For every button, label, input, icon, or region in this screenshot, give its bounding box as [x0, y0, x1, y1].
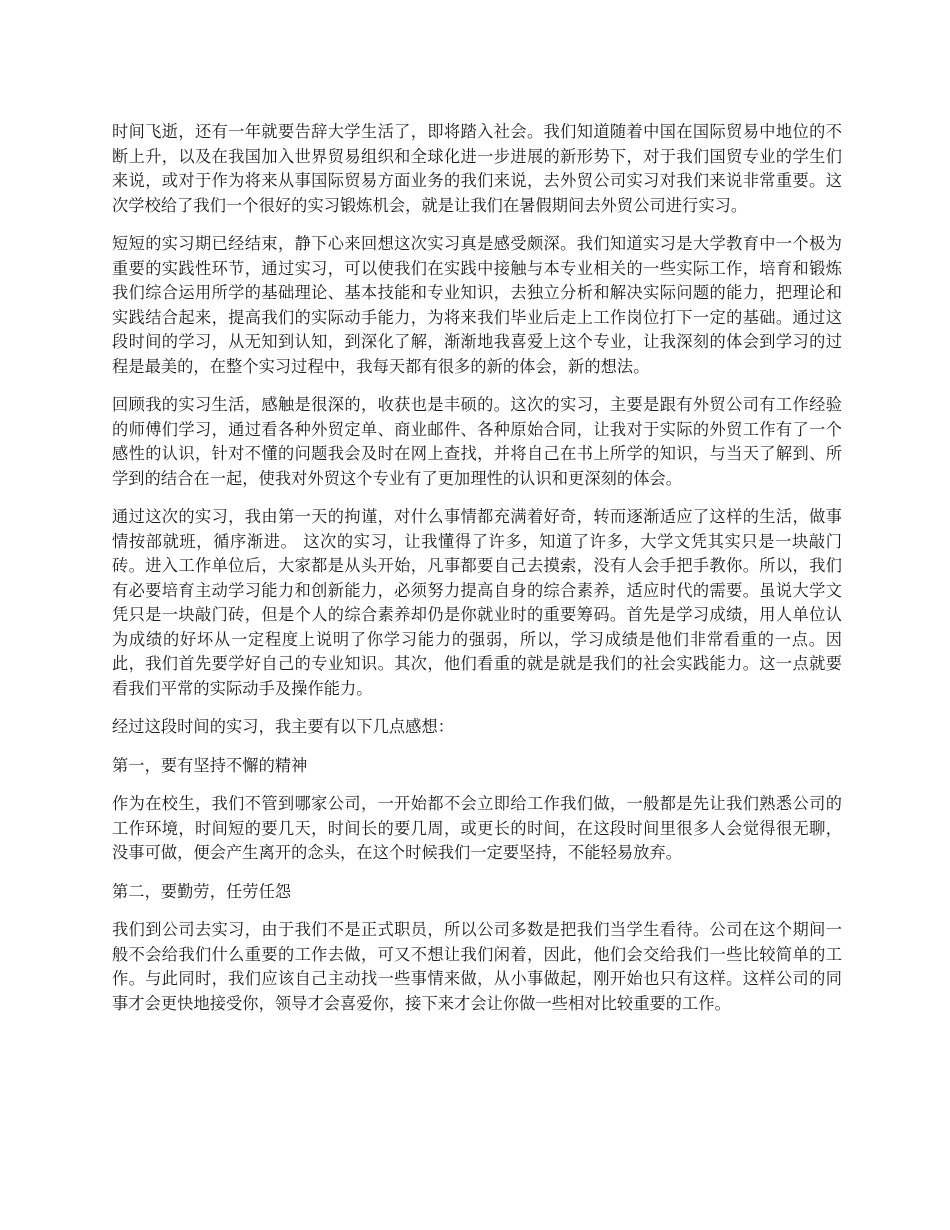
heading-point-two: 第二，要勤劳，任劳任怨 [112, 881, 292, 901]
paragraph-intro: 时间飞逝，还有一年就要告辞大学生活了，即将踏入社会。我们知道随着中国在国际贸易中地位的不断上升，以及在我国加入世界贸易组织和全球化进一步进展的新形势下，对于我们国贸专业的学生们来说，或对于作为将来从事国际贸易方面业务的我们来说，去外贸公司实习对我们来说非常重要。这次学校给了我们一个很好的实习锻炼机会，就是让我们在暑假期间去外贸公司进行实习。 [112, 122, 842, 215]
paragraph-experience: 通过这次的实习，我由第一天的拘谨，对什么事情都充满着好奇，转而逐渐适应了这样的生活，做事情按部就班，循序渐进。 这次的实习，让我懂得了许多，知道了许多，大学文凭其实只是一块敲门砖。进入工作单位后，大家都是从头开始，凡事都要自己去摸索，没有人会手把手教你。所以，我们有必要培育主动学习能力和创新能力，必须努力提高自身的综合素养，适应时代的需要。虽说大学文凭只是一块敲门砖，但是个人的综合素养却仍是你就业时的重要筹码。首先是学习成绩，用人单位认为成绩的好坏从一定程度上说明了你学习能力的强弱，所以，学习成绩是他们非常看重的一点。因此，我们首先要学好自己的专业知识。其次，他们看重的就是就是我们的社会实践能力。这一点就要看我们平常的实际动手及操作能力。 [112, 507, 842, 698]
paragraph-point-two: 我们到公司去实习，由于我们不是正式职员，所以公司多数是把我们当学生看待。公司在这个期间一般不会给我们什么重要的工作去做，可又不想让我们闲着，因此，他们会交给我们一些比较简单的工作。与此同时，我们应该自己主动找一些事情来做，从小事做起，刚开始也只有这样。这样公司的同事才会更快地接受你，领导才会喜爱你，接下来才会让你做一些相对比较重要的工作。 [112, 920, 842, 1013]
paragraph-reflection: 短短的实习期已经结束，静下心来回想这次实习真是感受颇深。我们知道实习是大学教育中一个极为重要的实践性环节，通过实习，可以使我们在实践中接触与本专业相关的一些实际工作，培育和锻炼我们综合运用所学的基础理论、基本技能和专业知识，去独立分析和解决实际问题的能力，把理论和实践结合起来，提高我们的实际动手能力，为将来我们毕业后走上工作岗位打下一定的基础。通过这段时间的学习，从无知到认知，到深化了解，渐渐地我喜爱上这个专业，让我深刻的体会到学习的过程是最美的，在整个实习过程中，我每天都有很多的新的体会，新的想法。 [112, 234, 842, 376]
paragraph-thoughts-intro: 经过这段时间的实习，我主要有以下几点感想： [112, 717, 455, 736]
heading-point-one: 第一，要有坚持不懈的精神 [112, 755, 308, 775]
paragraph-point-one: 作为在校生，我们不管到哪家公司，一开始都不会立即给工作我们做，一般都是先让我们熟悉公司的工作环境，时间短的要几天，时间长的要几周，或更长的时间，在这段时间里很多人会觉得很无聊，没事可做，便会产生离开的念头，在这个时候我们一定要坚持，不能轻易放弃。 [112, 794, 842, 862]
document-page [112, 120, 842, 1030]
paragraph-review: 回顾我的实习生活，感触是很深的，收获也是丰硕的。这次的实习，主要是跟有外贸公司有工作经验的师傅们学习，通过看各种外贸定单、商业邮件、各种原始合同，让我对于实际的外贸工作有了一个感性的认识，针对不懂的问题我会及时在网上查找，并将自己在书上所学的知识，与当天了解到、所学到的结合在一起，使我对外贸这个专业有了更加理性的认识和更深刻的体会。 [112, 395, 842, 488]
